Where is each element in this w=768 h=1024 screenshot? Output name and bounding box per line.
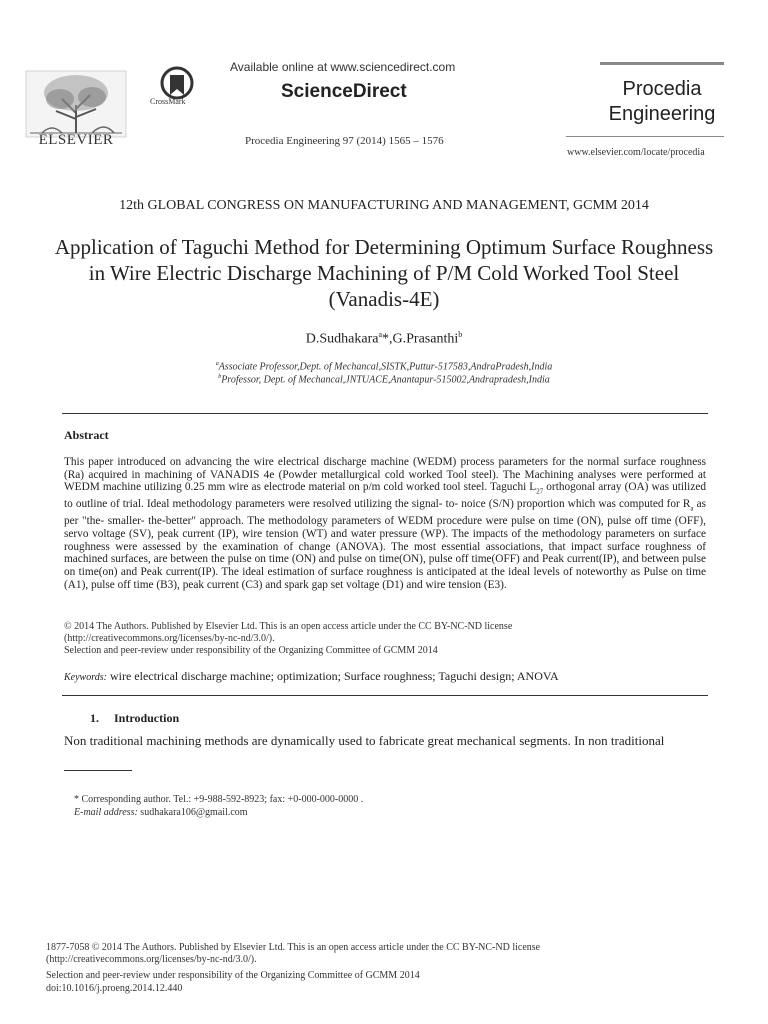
journal-title-block bbox=[600, 62, 724, 127]
author-2: G.Prasanthi bbox=[392, 331, 459, 347]
copyright-notice bbox=[64, 621, 706, 645]
paper-title: Application of Taguchi Method for Determining Optimum Surface Roughness in Wire Electric Discharge Machining of P/M Cold Worked Tool Steel (Vanadis-4E) bbox=[54, 235, 714, 311]
copyright-line: © 2014 The Authors. Published by Elsevier Ltd. This is an open access article under the CC BY-NC-ND license bbox=[64, 621, 513, 632]
affiliation-b-text: Professor, Dept. of Mechancal,JNTUACE,Anantapur-515002,Andrapradesh,India bbox=[221, 374, 550, 386]
email-label: E-mail address: bbox=[74, 807, 138, 818]
affiliation-b bbox=[0, 374, 768, 385]
abstract-sub-1: 27 bbox=[536, 487, 544, 496]
bottom-peer-review: Selection and peer-review under responsibility of the Organizing Committee of GCMM 2014 bbox=[46, 970, 420, 981]
crossmark-label: CrossMark bbox=[150, 97, 186, 106]
journal-reference: Procedia Engineering 97 (2014) 1565 – 1576 bbox=[245, 135, 444, 147]
license-link[interactable]: (http://creativecommons.org/licenses/by-nc-nd/3.0/). bbox=[64, 633, 275, 644]
affiliation-a-sup: a bbox=[215, 361, 219, 367]
author-2-sup: b bbox=[458, 330, 463, 339]
issn-copyright bbox=[46, 942, 726, 966]
abstract-text bbox=[64, 456, 706, 592]
introduction-heading bbox=[90, 711, 179, 726]
issn-line: 1877-7058 © 2014 The Authors. Published by Elsevier Ltd. This is an open access article under the CC BY-NC-ND license bbox=[46, 942, 541, 953]
journal-title-line2: Engineering bbox=[608, 103, 716, 125]
sciencedirect-logo[interactable]: ScienceDirect bbox=[281, 81, 407, 102]
abstract-part-2: orthogonal array (OA) was utilized to outline of trial. Ideal methodology parameters were resolved utilizing the signal- to- noice (S/N) proportion which was computed for R bbox=[64, 481, 706, 511]
abstract-part-1: This paper introduced on advancing the wire electrical discharge machine (WEDM) process parameters for the normal surface roughness (Ra) acquired in machining of VANADIS 4e (Powder metallurgical cold worked Tool steel). The Machining analyses were performed at WEDM machine utilizing 0.25 mm wire as electrode material on p/m cold worked tool steel. Taguchi L bbox=[64, 456, 706, 494]
journal-title-line1: Procedia bbox=[622, 78, 702, 100]
abstract-heading: Abstract bbox=[64, 428, 109, 442]
journal-rule bbox=[566, 136, 724, 137]
affiliation-b-sup: b bbox=[218, 374, 222, 380]
author-1-sup: a bbox=[378, 330, 383, 339]
footnote-rule bbox=[64, 770, 132, 771]
section-number: 1. bbox=[90, 711, 99, 725]
peer-review-note: Selection and peer-review under responsibility of the Organizing Committee of GCMM 2014 bbox=[64, 645, 438, 656]
email-address[interactable]: sudhakara106@gmail.com bbox=[137, 807, 248, 818]
publisher-name: ELSEVIER bbox=[38, 132, 114, 148]
author-line bbox=[0, 330, 768, 348]
corresponding-author-note: * Corresponding author. Tel.: +9-988-592-8923; fax: +0-000-000-0000 . bbox=[74, 794, 364, 805]
keywords-label: Keywords: bbox=[64, 672, 107, 683]
divider-bottom bbox=[62, 695, 708, 696]
keywords-text: wire electrical discharge machine; optimization; Surface roughness; Taguchi design; ANOVA bbox=[106, 669, 559, 683]
journal-url-link[interactable]: www.elsevier.com/locate/procedia bbox=[567, 147, 705, 158]
section-title: Introduction bbox=[114, 711, 180, 725]
affiliation-a bbox=[0, 361, 768, 372]
introduction-text: Non traditional machining methods are dynamically used to fabricate great mechanical segments. In non traditional bbox=[64, 733, 665, 748]
divider-top bbox=[62, 413, 708, 414]
doi-link[interactable]: doi:10.1016/j.proeng.2014.12.440 bbox=[46, 983, 183, 994]
email-note bbox=[74, 807, 248, 818]
available-online-text[interactable]: Available online at www.sciencedirect.com bbox=[230, 60, 456, 74]
congress-name: 12th GLOBAL CONGRESS ON MANUFACTURING AND MANAGEMENT, GCMM 2014 bbox=[119, 198, 649, 213]
abstract-part-3: as per "the- smaller- the-better" approach. The methodology parameters of WEDM procedure were pulse on time (ON), pulse off time (OFF), servo voltage (SV), peak current (IP), wire tension (WT) and water pressure (WP). The impacts of the methodology parameters on surface roughness were assessed by the examination of change (ANOVA). The most essential associations, that impact surface roughness of machined surfaces, are between the pulse on time (ON) and pulse on time(ON), pulse off time(OFF) and Peak current(IP), and between pulse on time(on) and Peak current(IP). The ideal estimation of surface roughness is anticipated at the ideal levels of noteworthy as Pulse on time (A1), pulse off time (B3), peak current (C3) and spark gap set voltage (D1) and wire tension (E3). bbox=[64, 498, 706, 591]
keywords-line bbox=[64, 669, 559, 684]
abstract-sub-2: a bbox=[690, 504, 694, 513]
affiliation-a-text: Associate Professor,Dept. of Mechancal,SISTK,Puttur-517583,AndraPradesh,India bbox=[218, 361, 553, 373]
author-1-mark: *, bbox=[382, 331, 393, 347]
author-1: D.Sudhakara bbox=[305, 331, 379, 347]
bottom-license-link[interactable]: (http://creativecommons.org/licenses/by-nc-nd/3.0/). bbox=[46, 954, 257, 965]
